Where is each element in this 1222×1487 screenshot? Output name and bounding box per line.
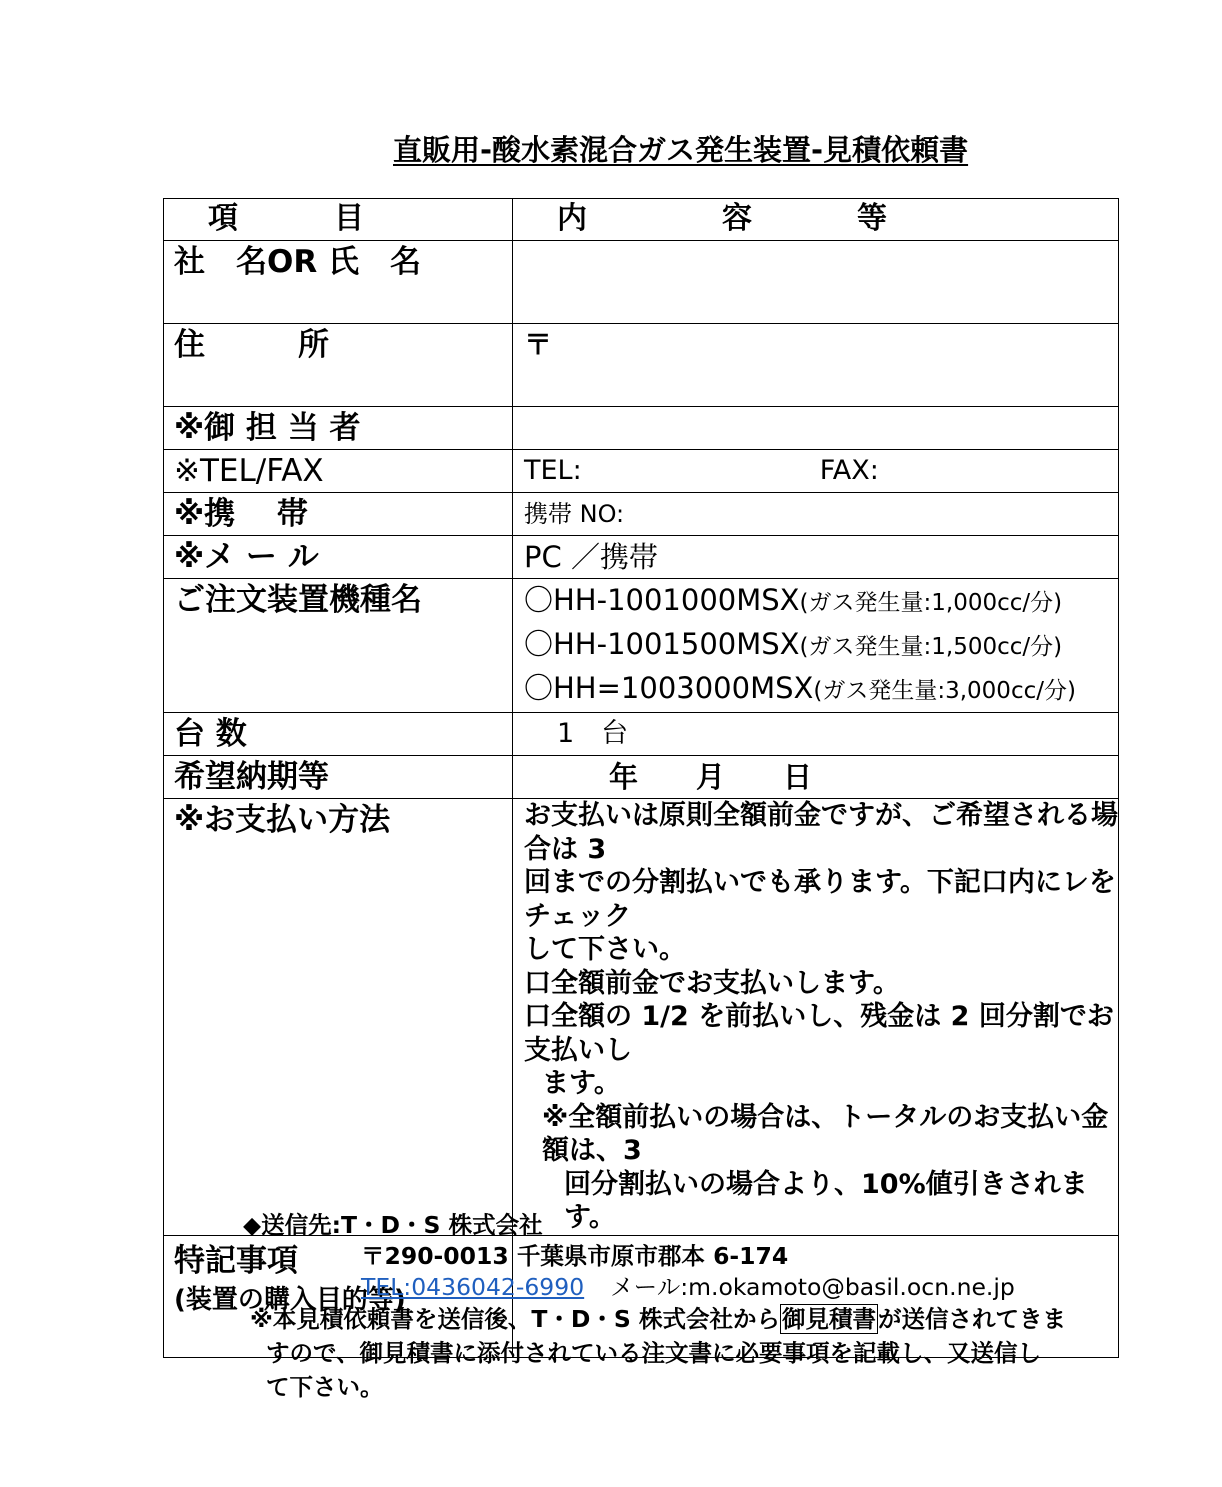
- model-option-2-name: 〇HH-1001500MSX: [524, 627, 800, 661]
- mail-field[interactable]: PC ／携帯: [513, 536, 1119, 579]
- payment-label: ※お支払い方法: [164, 799, 513, 1236]
- quantity-label: 台 数: [164, 713, 513, 756]
- payment-discount-note-1: ※全額前払いの場合は、トータルのお支払い金額は、3: [542, 1101, 1109, 1166]
- header-item-char-2: 目: [334, 201, 364, 236]
- payment-option-full-checkbox[interactable]: 口全額前金でお支払いします。: [524, 967, 900, 999]
- payment-line-6: ます。: [542, 1068, 621, 1099]
- row-quantity: [164, 713, 1119, 756]
- mail-label: ※メ ー ル: [164, 536, 513, 579]
- row-mobile: [164, 493, 1119, 536]
- row-model: [164, 579, 1119, 713]
- footer-contact: [243, 1210, 1015, 1303]
- row-contact: [164, 407, 1119, 450]
- payment-discount-note-2: 回分割払いの場合より、10%値引きされます。: [564, 1168, 1088, 1233]
- model-options: [513, 579, 1119, 713]
- postal-address: 〒290-0013 千葉県市原市郡本 6-174: [361, 1242, 789, 1270]
- mobile-label: ※携 帯: [164, 493, 513, 536]
- payment-line-3: して下さい。: [524, 934, 686, 965]
- instruction-note: [250, 1302, 1100, 1404]
- contact-label: ※御 担 当 者: [164, 407, 513, 450]
- address-label: 住 所: [164, 324, 513, 407]
- quote-request-form: [163, 198, 1119, 1358]
- header-content-char-2: 容: [722, 201, 752, 236]
- header-content: [513, 199, 1119, 241]
- row-mail: [164, 536, 1119, 579]
- model-option-1-name: 〇HH-1001000MSX: [524, 583, 800, 617]
- tel-link[interactable]: TEL:0436042-6990: [361, 1273, 585, 1301]
- model-option-3-note: (ガス発生量:3,000cc/分): [813, 678, 1076, 704]
- row-payment: [164, 799, 1119, 1236]
- note-line-1: [250, 1302, 1100, 1336]
- note-line-2: すので、御見積書に添付されている注文書に必要事項を記載し、又送信し: [266, 1339, 1042, 1367]
- model-option-2-note: (ガス発生量:1,500cc/分): [799, 634, 1063, 660]
- send-to: ◆送信先:T・D・S 株式会社: [243, 1211, 543, 1239]
- note-line-3: て下さい。: [266, 1373, 384, 1401]
- row-telfax: [164, 450, 1119, 493]
- delivery-field[interactable]: 年 月 日: [513, 756, 1119, 799]
- model-label: ご注文装置機種名: [164, 579, 513, 713]
- quantity-field[interactable]: 1 台: [513, 713, 1119, 756]
- address-field[interactable]: 〒: [513, 324, 1119, 407]
- row-address: [164, 324, 1119, 407]
- payment-terms: [513, 799, 1119, 1236]
- header-item: [164, 199, 513, 241]
- contact-field[interactable]: [513, 407, 1119, 450]
- email-address: メール:m.okamoto@basil.ocn.ne.jp: [610, 1273, 1015, 1301]
- header-content-char-3: 等: [857, 201, 887, 236]
- fax-label: FAX:: [819, 455, 879, 486]
- payment-line-1: お支払いは原則全額前金ですが、ご希望される場合は 3: [524, 800, 1118, 865]
- model-option-2[interactable]: [524, 624, 1118, 668]
- model-option-1[interactable]: [524, 580, 1118, 624]
- remarks-label-main: 特記事項: [174, 1242, 298, 1279]
- form-header-row: [164, 199, 1119, 241]
- model-option-3[interactable]: [524, 668, 1118, 712]
- model-option-1-note: (ガス発生量:1,000cc/分): [799, 590, 1063, 616]
- note-part-1: ※本見積依頼書を送信後、T・D・S 株式会社から: [250, 1305, 780, 1333]
- telfax-label: ※TEL/FAX: [164, 450, 513, 493]
- mobile-field[interactable]: 携帯 NO:: [513, 493, 1119, 536]
- quote-boxed-text: 御見積書: [782, 1305, 876, 1333]
- payment-option-split-checkbox[interactable]: 口全額の 1/2 を前払いし、残金は 2 回分割でお支払いし: [524, 1001, 1114, 1066]
- row-delivery: [164, 756, 1119, 799]
- payment-line-2: 回までの分割払いでも承ります。下記口内にレをチェック: [524, 867, 1116, 932]
- company-field[interactable]: [513, 241, 1119, 324]
- model-option-3-name: 〇HH=1003000MSX: [524, 671, 814, 705]
- header-item-char-1: 項: [208, 201, 238, 236]
- remarks-label-sub: (装置の購入目的等): [174, 1284, 406, 1315]
- delivery-label: 希望納期等: [164, 756, 513, 799]
- row-company: [164, 241, 1119, 324]
- tel-label: TEL:: [524, 455, 582, 486]
- contact-line: [243, 1272, 1015, 1303]
- page-title: 直販用-酸水素混合ガス発生装置-見積依頼書: [393, 133, 969, 167]
- note-part-2: が送信されてきま: [878, 1305, 1066, 1333]
- telfax-field[interactable]: [513, 450, 1119, 493]
- header-content-char-1: 内: [557, 201, 587, 236]
- company-label: 社 名OR 氏 名: [164, 241, 513, 324]
